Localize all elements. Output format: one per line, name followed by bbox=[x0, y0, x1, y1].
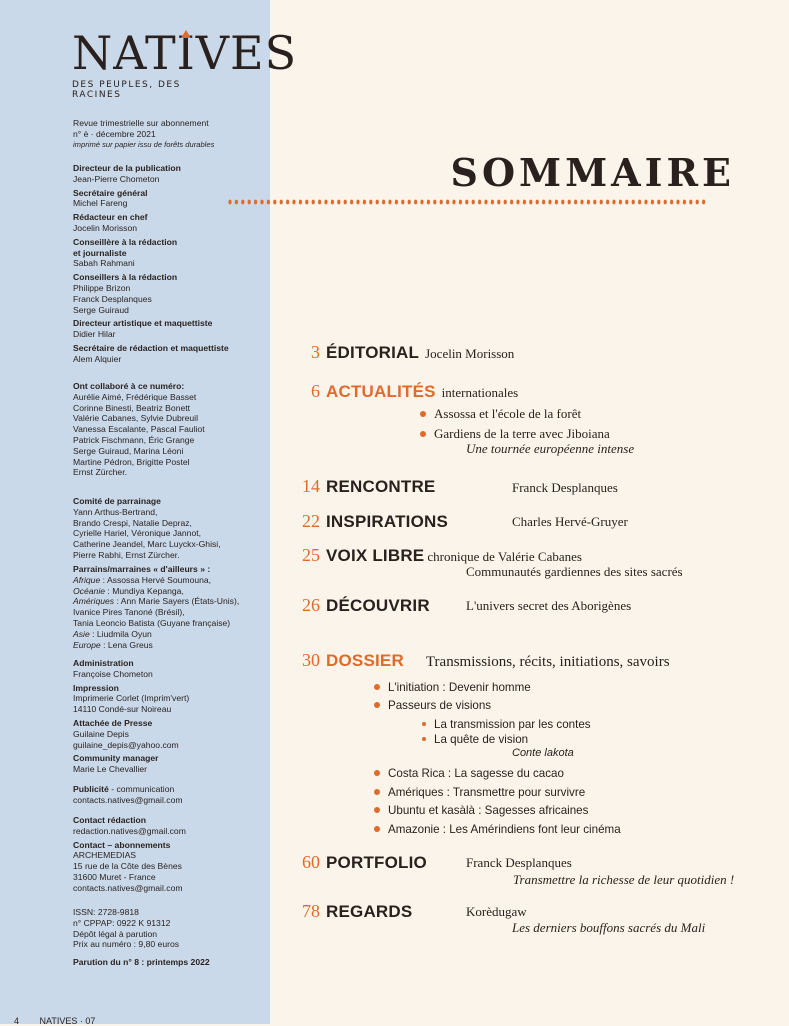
toc-entry-decouvrir: 26 DÉCOUVRIR bbox=[302, 595, 430, 615]
contacts: Contact rédaction redaction.natives@gmail.com Contact – abonnements ARCHEMEDIAS 15 rue de la Côte des Bènes 31600 Muret - France contacts.natives@gmail.com bbox=[73, 815, 186, 893]
contributors: Ont collaboré à ce numéro: Aurélie Aimé, Frédérique Basset Corinne Binesti, Beatriz Bonett Valérie Cabanes, Sylvie Dubreuil Vanessa Escalante, Pascal Fauliot Patrick Fischmann, Éric Grange Serge Guiraud, Marina Léoni Martine Pédron, Brigitte Postel Ernst Zürcher. bbox=[73, 381, 263, 478]
issue-label: NATIVES · 07 bbox=[39, 1016, 96, 1026]
list-item: La quête de vision bbox=[422, 733, 528, 746]
legal-info: ISSN: 2728-9818 n° CPPAP: 0922 K 91312 Dépôt légal à parution Prix au numéro : 9,80 euros bbox=[73, 907, 180, 950]
author: Charles Hervé-Gruyer bbox=[512, 514, 628, 529]
author: L'univers secret des Aborigènes bbox=[466, 598, 632, 613]
intro-line: Revue trimestrielle sur abonnement bbox=[73, 118, 209, 128]
toc-entry-rencontre: 14 RENCONTRE bbox=[302, 476, 436, 496]
staff-entry: Secrétaire général Michel Fareng bbox=[73, 187, 148, 209]
list-item: La transmission par les contes bbox=[422, 718, 591, 731]
list-item: Amériques : Transmettre pour survivre bbox=[374, 786, 585, 799]
toc-entry-regards: 78 REGARDS bbox=[302, 901, 413, 921]
item-note: Les derniers bouffons sacrés du Mali bbox=[512, 920, 706, 935]
staff-entry: Conseillère à la rédaction et journaliste Sabah Rahmani bbox=[73, 236, 178, 269]
toc-entry-inspirations: 22 INSPIRATIONS bbox=[302, 511, 449, 531]
logo-wordmark: NATIVES bbox=[72, 26, 298, 80]
list-item: Assossa et l'école de la forêt bbox=[420, 406, 581, 422]
patronage-committee: Comité de parrainage Yann Arthus-Bertrand, Brando Crespi, Natalie Depraz, Cyrielle Hariel, Véronique Jannot, Catherine Jeandel, Marc Luyckx-Ghisi, Pierre Rabhi, Ernst Zürcher. bbox=[73, 496, 263, 561]
dotted-divider bbox=[228, 198, 708, 206]
item-note: Transmettre la richesse de leur quotidien ! bbox=[513, 872, 735, 887]
list-item: Costa Rica : La sagesse du cacao bbox=[374, 767, 564, 780]
staff-entry: Secrétaire de rédaction et maquettiste Alem Alquier bbox=[73, 342, 229, 364]
natives-logo bbox=[72, 26, 298, 100]
logo-accent-mark bbox=[181, 30, 191, 38]
page-title: SOMMAIRE bbox=[450, 150, 735, 195]
list-item: Passeurs de visions bbox=[374, 699, 491, 712]
toc-entry-actualites: 6 ACTUALITÉS internationales bbox=[311, 381, 519, 401]
item-note: Une tournée européenne intense bbox=[466, 441, 635, 456]
staff-entry: Directeur de la publication Jean-Pierre Chometon bbox=[73, 163, 181, 184]
patronage-heading: Comité de parrainage bbox=[73, 496, 161, 506]
paper-note: imprimé sur papier issu de forêts durables bbox=[73, 139, 215, 149]
author: Franck Desplanques bbox=[512, 480, 618, 495]
contributors-heading: Ont collaboré à ce numéro: bbox=[73, 381, 185, 391]
logo-tagline: DES PEUPLES, DES RACINES bbox=[72, 80, 181, 100]
sponsors: Parrains/marraines « d'ailleurs » : Afrique : Assossa Hervé Soumouna, Océanie : Mundiya Kepanga, Amériques : Ann Marie Sayers (États-Unis), Ivanice Pires Tanoné (Brésil), Tania Leoncio Batista (Guyane française) Asie : Liudmila Oyun Europe : Lena Greus bbox=[73, 564, 263, 650]
item-note: Conte lakota bbox=[512, 747, 574, 759]
publicity: Publicité - communication contacts.natives@gmail.com bbox=[73, 784, 183, 805]
toc-entry-dossier: 30 DOSSIER Transmissions, récits, initiations, savoirs bbox=[302, 650, 670, 670]
list-item: L'initiation : Devenir homme bbox=[374, 681, 531, 694]
next-issue: Parution du n° 8 : printemps 2022 bbox=[73, 957, 210, 967]
masthead-staff bbox=[73, 163, 263, 368]
list-item: Gardiens de la terre avec Jiboiana bbox=[420, 426, 610, 442]
masthead-intro bbox=[73, 118, 263, 150]
toc-entry-editorial: 3 ÉDITORIAL Jocelin Morisson bbox=[311, 342, 515, 362]
toc-entry-portfolio: 60 PORTFOLIO bbox=[302, 852, 427, 872]
item-note: Communautés gardiennes des sites sacrés bbox=[466, 564, 683, 579]
staff-entry: Conseillers à la rédaction Philippe Brizon Franck Desplanques Serge Guiraud bbox=[73, 272, 178, 315]
page-footer bbox=[14, 1016, 113, 1026]
toc-entry-voix-libre: 25 VOIX LIBRE chronique de Valérie Cabanes bbox=[302, 545, 582, 565]
list-item: Amazonie : Les Amérindiens font leur cinéma bbox=[374, 823, 621, 836]
author: Franck Desplanques bbox=[466, 855, 572, 870]
administration: Administration Françoise Chometon Impression Imprimerie Corlet (Imprim'vert) 14110 Condé-sur Noireau Attachée de Presse Guilaine Depis guilaine_depis@yahoo.com Community manager Marie Le Chevallier bbox=[73, 658, 190, 775]
list-item: Ubuntu et kasàlà : Sagesses africaines bbox=[374, 804, 588, 817]
staff-entry: Directeur artistique et maquettiste Didier Hilar bbox=[73, 318, 213, 340]
staff-entry: Rédacteur en chef Jocelin Morisson bbox=[73, 212, 148, 233]
sponsors-heading: Parrains/marraines « d'ailleurs » : bbox=[73, 564, 211, 574]
intro-line: n° è · décembre 2021 bbox=[73, 128, 156, 139]
author: Korèdugaw bbox=[466, 904, 527, 919]
page-number: 4 bbox=[14, 1016, 20, 1026]
